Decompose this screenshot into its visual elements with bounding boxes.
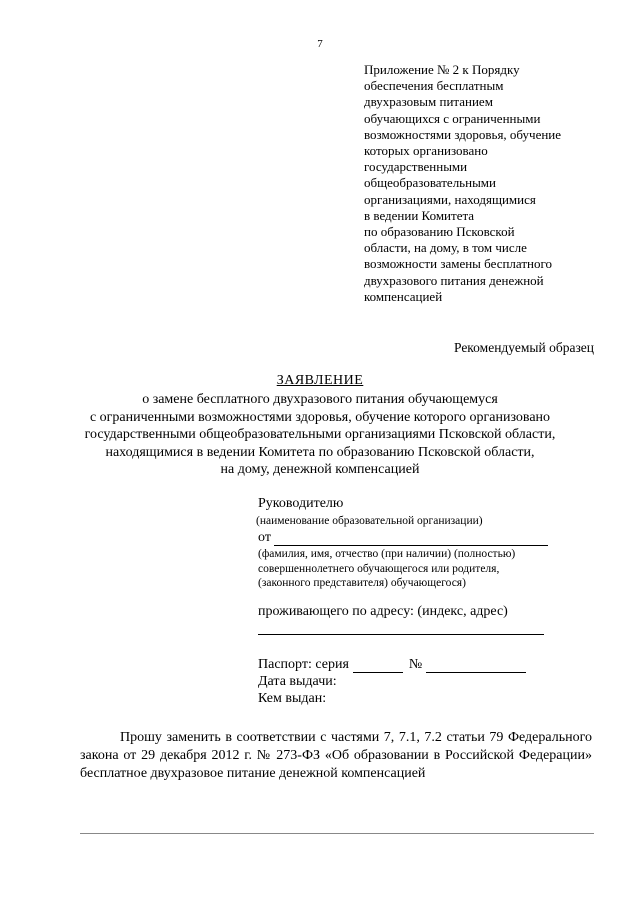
request-paragraph: Прошу заменить в соответствии с частями 7, 7.1, 7.2 статьи 79 Федерального закона от 29 декабря 2012 г. № 273-ФЗ «Об образовании в Российской Федерации» бесплатное двухразовое питание денежной компенсацией: [80, 730, 592, 781]
passport-series-field[interactable]: [353, 659, 403, 673]
statement-title: ЗАЯВЛЕНИЕ: [276, 373, 364, 388]
appendix-line: общеобразовательными: [364, 175, 496, 191]
address-underline: [258, 634, 544, 635]
appendix-line: организациями, находящимися: [364, 191, 536, 207]
subtitle-line: государственными общеобразовательными организациями Псковской области,: [84, 427, 556, 442]
footer-divider: [80, 833, 594, 834]
statement-title-block: [0, 373, 640, 479]
passport-row: [258, 657, 548, 673]
residing-address-field[interactable]: [258, 634, 544, 635]
appendix-line: которых организовано: [364, 143, 488, 159]
from-label: от: [258, 530, 271, 545]
issue-date-label: Дата выдачи:: [258, 674, 337, 689]
passport-number-label: №: [408, 657, 423, 672]
from-name-field[interactable]: [274, 532, 548, 546]
appendix-line: обучающихся с ограниченными: [364, 110, 541, 126]
appendix-line: области, на дому, в том числе: [364, 240, 527, 256]
appendix-line: Приложение № 2 к Порядку: [364, 62, 520, 77]
from-hint-line: совершеннолетнего обучающегося или родителя,: [258, 562, 500, 575]
appendix-header: [364, 62, 595, 305]
subtitle-line: о замене бесплатного двухразового питания обучающемуся: [142, 392, 498, 407]
subtitle-line: на дому, денежной компенсацией: [220, 462, 420, 477]
appendix-line: компенсацией: [364, 288, 443, 304]
appendix-line: в ведении Комитета: [364, 207, 475, 223]
from-hint-line: (фамилия, имя, отчество (при наличии) (полностью): [258, 548, 516, 560]
appendix-line: обеспечения бесплатным: [364, 78, 504, 94]
passport-series-label: Паспорт: серия: [258, 657, 349, 672]
page-number: 7: [317, 38, 323, 50]
from-row: [258, 530, 548, 546]
appendix-line: государственными: [364, 159, 468, 175]
recommended-sample-label: Рекомендуемый образец: [453, 340, 594, 355]
appendix-line: возможностями здоровья, обучение: [364, 126, 562, 142]
issued-by-label: Кем выдан:: [258, 691, 327, 706]
passport-number-field[interactable]: [426, 659, 526, 673]
appendix-line: по образованию Псковской: [364, 224, 515, 240]
residing-address-label: проживающего по адресу: (индекс, адрес): [258, 604, 508, 619]
subtitle-line: с ограниченными возможностями здоровья, обучение которого организовано: [89, 409, 551, 425]
subtitle-line: находящимися в ведении Комитета по образованию Псковской области,: [105, 444, 535, 460]
from-hint-line: (законного представителя) обучающегося): [258, 577, 466, 589]
from-hint: [258, 547, 548, 591]
appendix-line: двухразового питания денежной: [364, 272, 544, 288]
organization-name-hint: (наименование образовательной организации): [256, 515, 483, 527]
addressee-label: Руководителю: [258, 496, 344, 511]
appendix-line: возможности замены бесплатного: [364, 256, 552, 272]
appendix-line: двухразовым питанием: [364, 94, 493, 110]
